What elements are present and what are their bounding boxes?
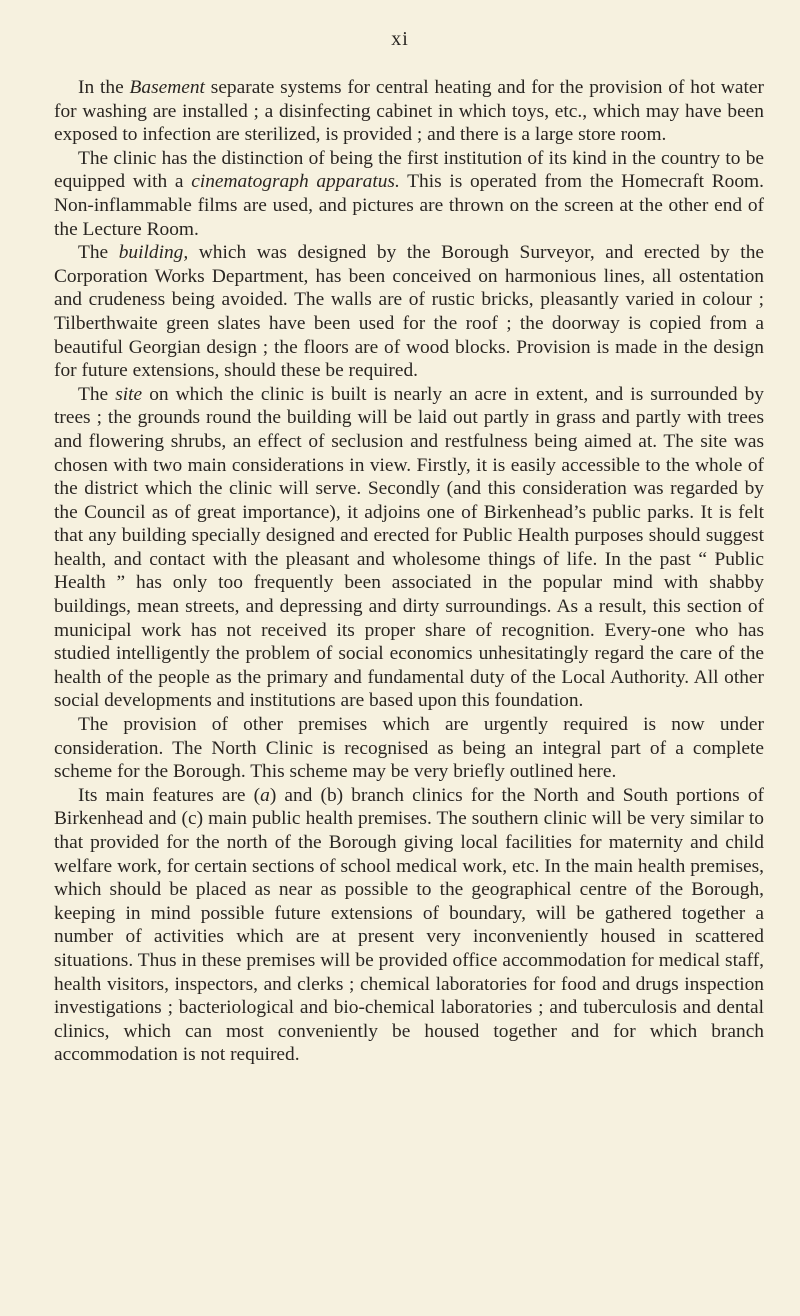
paragraph-text: on which the clinic is built is nearly an acre in extent, and is surrounded by trees ; the grounds round the building will be laid out partly in grass and partly with trees and flowering shrubs, an effect of seclusion and restfulness being aimed at. The site was chosen with two main considerations in view. Firstly, it is easily accessible to the whole of the district which the clinic will serve. Secondly (and this consideration was regarded by the Council as of great importance), it adjoins one of Birkenhead’s public parks. It is felt that any building specially designed and erected for Public Health purposes should suggest health, and contact with the pleasant and wholesome things of life. In the past “ Public Health ” has only too frequently been associated in the popular mind with shabby buildings, mean streets, and depressing and dirty surroundings. As a result, this section of municipal work has not received its proper share of recognition. Every-one who has studied intelligently the problem of social economics unhesitatingly regard the care of the health of the people as the primary and fundamental duty of the Local Authority. All other social developments and institutions are based upon this foundation.: [54, 383, 764, 712]
paragraph-other-premises: [54, 713, 764, 784]
paragraph-text: In the: [78, 77, 130, 98]
emphasis-text: cinematograph apparatus.: [191, 171, 400, 193]
paragraph-main-features: [54, 784, 764, 1067]
emphasis-text: Basement: [129, 77, 205, 98]
paragraph-text: This is operated from the Homecraft Room. Non-inflammable films are used, and pictures are thrown on the screen at the other end of the Lecture Room.: [54, 171, 764, 240]
body-text: [54, 76, 764, 1067]
paragraph-text: The clinic has the distinction of being the first institution of its kind in the country to be equipped with a: [54, 147, 764, 193]
paragraph-text: The provision of other premises which are urgently required is now under consideration. The North Clinic is recognised as being an integral part of a complete scheme for the Borough. This scheme may be very briefly outlined here.: [54, 714, 764, 783]
paragraph-text: which was designed by the Borough Surveyor, and erected by the Corporation Works Department, has been conceived on harmonious lines, all ostentation and crudeness being avoided. The walls are of rustic bricks, pleasantly varied in colour ; Tilberthwaite green slates have been used for the roof ; the doorway is copied from a beautiful Georgian design ; the floors are of wood blocks. Provision is made in the design for future extensions, should these be required.: [54, 242, 764, 382]
paragraph-site: [54, 383, 764, 713]
paragraph-building: [54, 241, 764, 383]
page-number: xi: [391, 28, 409, 50]
paragraph-text: The: [78, 383, 116, 405]
emphasis-text: building,: [118, 242, 189, 264]
paragraph-basement: [54, 76, 764, 147]
paragraph-text: ) and (b) branch clinics for the North and South portions of Birkenhead and (c) main public health premises. The southern clinic will be very similar to that provided for the north of the Borough giving local facilities for maternity and child welfare work, for certain sections of school medical work, etc. In the main health premises, which should be placed as near as possible to the geographical centre of the Borough, keeping in mind possible future extensions of boundary, will be gathered together a number of activities which are at present very inconveniently housed in scattered situations. Thus in these premises will be provided office accommodation for medical staff, health visitors, inspectors, and clerks ; chemical laboratories for food and drugs inspection investigations ; bacteriological and bio-chemical laboratories ; and tuberculosis and dental clinics, which can most conveniently be housed together and for which branch accommodation is not required.: [54, 784, 764, 1066]
emphasis-text: site: [115, 383, 143, 405]
paragraph-text: Its main features are (: [78, 784, 261, 806]
emphasis-text: a: [260, 784, 270, 806]
paragraph-text: separate systems for central heating and for the provision of hot water for washing are installed ; a disinfecting cabinet in which toys, etc., which may have been exposed to infection are sterilized, is provided ; and there is a large store room.: [54, 77, 764, 146]
paragraph-text: The: [78, 242, 119, 264]
paragraph-cinematograph: [54, 147, 764, 241]
